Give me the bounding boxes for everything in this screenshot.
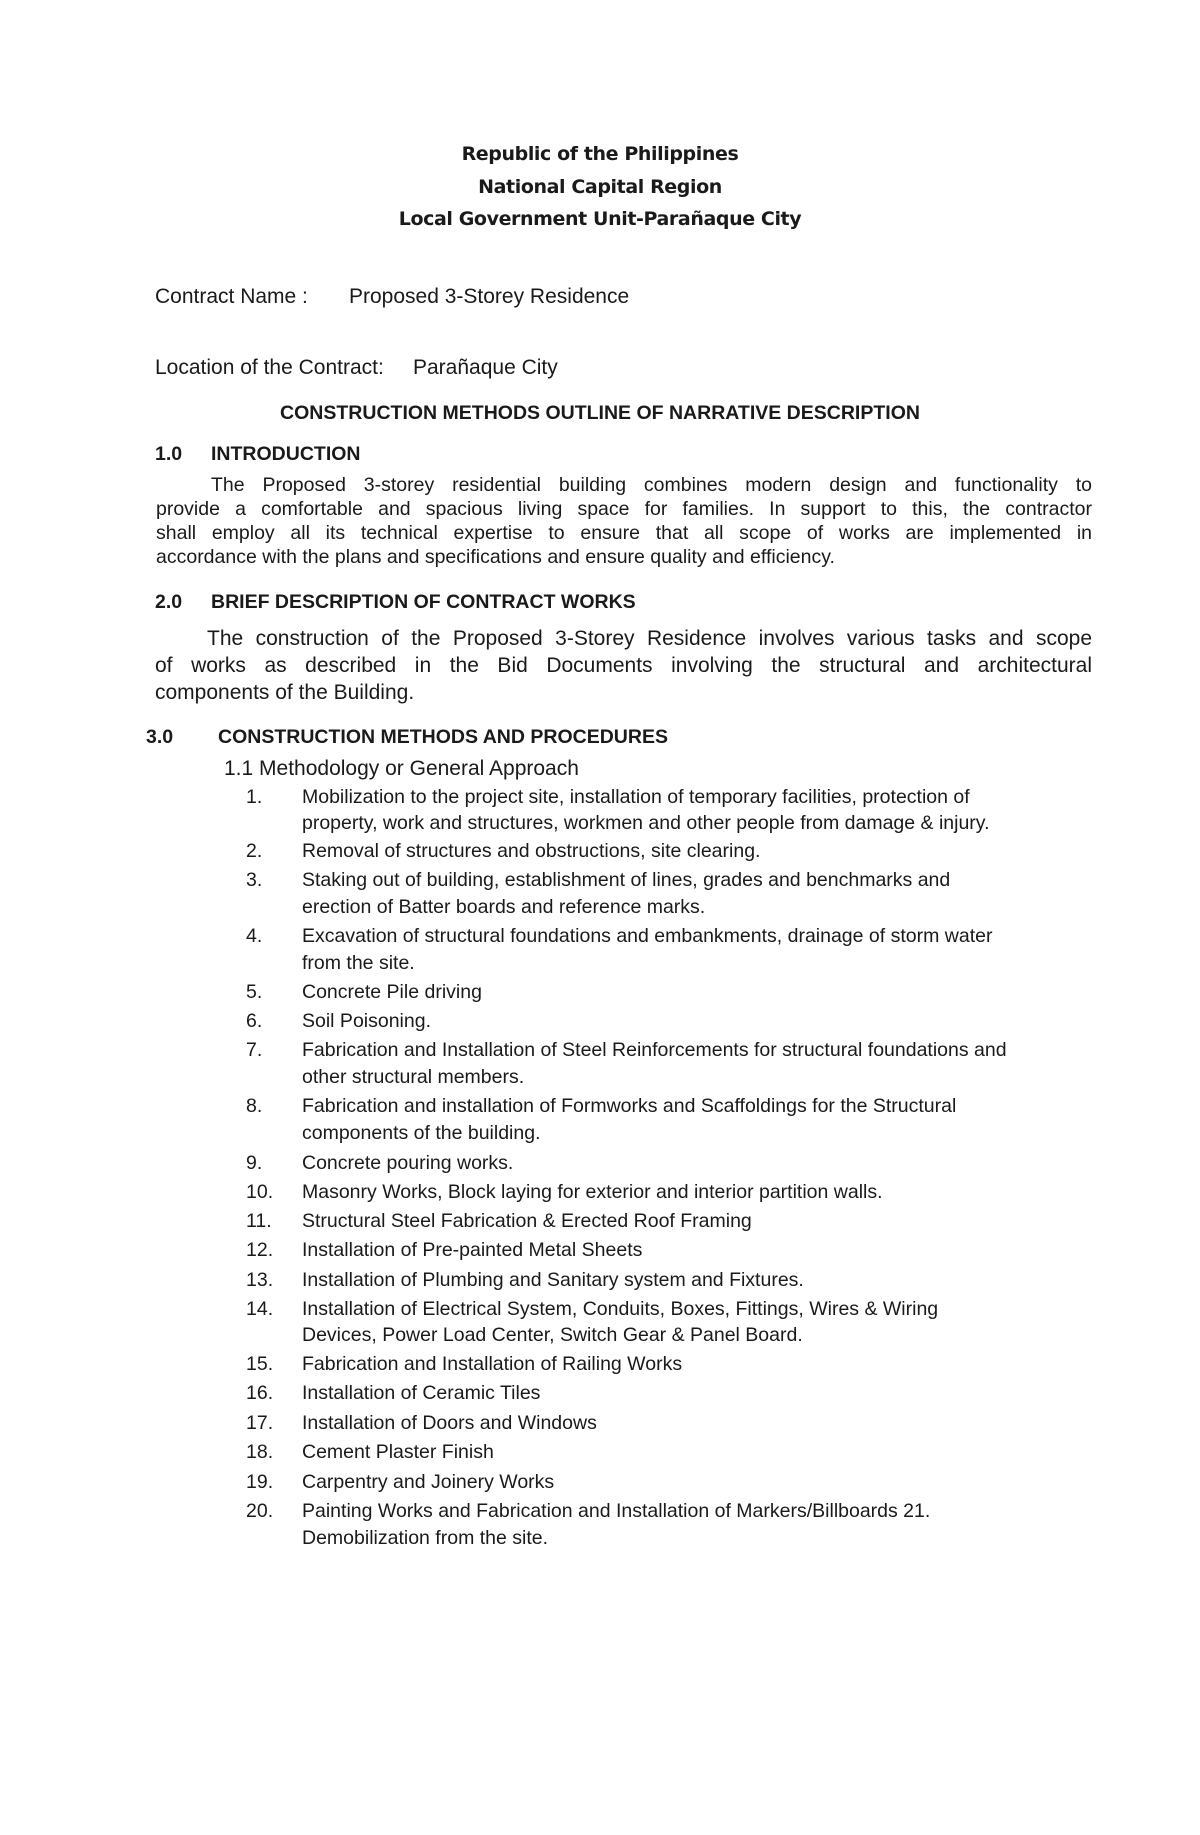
list-item-number: 13.	[246, 1269, 274, 1291]
list-item-number: 5.	[246, 981, 263, 1003]
list-item-number: 16.	[246, 1382, 274, 1404]
section1-line: provide a comfortable and spacious living space for families. In support to this, the contractor	[156, 498, 1092, 520]
header-lgu: Local Government Unit-Parañaque City	[398, 208, 802, 230]
list-item-text: Installation of Pre-painted Metal Sheets	[302, 1239, 643, 1261]
section2-title: BRIEF DESCRIPTION OF CONTRACT WORKS	[211, 591, 636, 613]
list-item-text: Fabrication and Installation of Steel Reinforcements for structural foundations and	[302, 1039, 1007, 1061]
list-item-text: components of the building.	[302, 1122, 541, 1144]
list-item-text: Structural Steel Fabrication & Erected Roof Framing	[302, 1210, 752, 1232]
list-item-number: 14.	[246, 1298, 274, 1320]
section1-title: INTRODUCTION	[211, 443, 361, 465]
section1-line: The Proposed 3-storey residential building combines modern design and functionality to	[211, 474, 1092, 496]
list-item-text: Soil Poisoning.	[302, 1010, 431, 1032]
list-item-number: 4.	[246, 925, 263, 947]
section3-number: 3.0	[146, 726, 174, 748]
list-item-text: Installation of Doors and Windows	[302, 1412, 597, 1434]
list-item-text: Masonry Works, Block laying for exterior and interior partition walls.	[302, 1181, 883, 1203]
contract-name-label: Contract Name :	[155, 285, 308, 308]
list-item-number: 6.	[246, 1010, 263, 1032]
list-item-text: other structural members.	[302, 1066, 525, 1088]
list-item-number: 15.	[246, 1353, 274, 1375]
list-item-text: Demobilization from the site.	[302, 1527, 549, 1549]
list-item-text: Devices, Power Load Center, Switch Gear & Panel Board.	[302, 1324, 803, 1346]
header-republic: Republic of the Philippines	[461, 143, 739, 165]
contract-name-value: Proposed 3-Storey Residence	[349, 285, 630, 308]
section2-line: components of the Building.	[155, 681, 415, 704]
list-item-text: Fabrication and Installation of Railing Works	[302, 1353, 683, 1375]
document-title: CONSTRUCTION METHODS OUTLINE OF NARRATIVE DESCRIPTION	[280, 402, 920, 424]
section2-line: of works as described in the Bid Documents involving the structural and architectural	[155, 654, 1092, 677]
list-item-text: Carpentry and Joinery Works	[302, 1471, 555, 1493]
list-item-text: Installation of Ceramic Tiles	[302, 1382, 541, 1404]
list-item-text: property, work and structures, workmen and other people from damage & injury.	[302, 812, 990, 834]
section2-line: The construction of the Proposed 3-Storey Residence involves various tasks and scope	[207, 627, 1092, 650]
list-item-number: 9.	[246, 1152, 263, 1174]
list-item-number: 1.	[246, 786, 263, 808]
section3-subheading: 1.1 Methodology or General Approach	[224, 757, 579, 780]
list-item-text: Installation of Electrical System, Conduits, Boxes, Fittings, Wires & Wiring	[302, 1298, 939, 1320]
list-item-text: from the site.	[302, 952, 415, 974]
list-item-number: 17.	[246, 1412, 274, 1434]
list-item-text: Installation of Plumbing and Sanitary system and Fixtures.	[302, 1269, 804, 1291]
header-region: National Capital Region	[478, 176, 722, 198]
list-item-number: 12.	[246, 1239, 274, 1261]
section2-number: 2.0	[155, 591, 183, 613]
section1-line: accordance with the plans and specifications and ensure quality and efficiency.	[156, 546, 835, 568]
list-item-number: 8.	[246, 1095, 263, 1117]
section1-line: shall employ all its technical expertise to ensure that all scope of works are implemented in	[156, 522, 1092, 544]
list-item-text: Fabrication and installation of Formworks and Scaffoldings for the Structural	[302, 1095, 957, 1117]
list-item-text: Removal of structures and obstructions, site clearing.	[302, 840, 761, 862]
list-item-text: Painting Works and Fabrication and Installation of Markers/Billboards 21.	[302, 1500, 931, 1522]
list-item-number: 3.	[246, 869, 263, 891]
contract-location-value: Parañaque City	[413, 356, 558, 379]
list-item-text: Staking out of building, establishment of lines, grades and benchmarks and	[302, 869, 951, 891]
list-item-number: 18.	[246, 1441, 274, 1463]
list-item-number: 19.	[246, 1471, 274, 1493]
list-item-text: Mobilization to the project site, installation of temporary facilities, protection of	[302, 786, 970, 808]
list-item-text: Concrete pouring works.	[302, 1152, 514, 1174]
list-item-text: Concrete Pile driving	[302, 981, 482, 1003]
contract-location-label: Location of the Contract:	[155, 356, 384, 379]
list-item-number: 10.	[246, 1181, 274, 1203]
list-item-number: 7.	[246, 1039, 263, 1061]
section3-title: CONSTRUCTION METHODS AND PROCEDURES	[218, 726, 668, 748]
list-item-number: 2.	[246, 840, 263, 862]
list-item-text: Cement Plaster Finish	[302, 1441, 494, 1463]
list-item-number: 11.	[246, 1210, 272, 1232]
list-item-number: 20.	[246, 1500, 274, 1522]
section1-number: 1.0	[155, 443, 183, 465]
list-item-text: erection of Batter boards and reference marks.	[302, 896, 706, 918]
list-item-text: Excavation of structural foundations and embankments, drainage of storm water	[302, 925, 993, 947]
